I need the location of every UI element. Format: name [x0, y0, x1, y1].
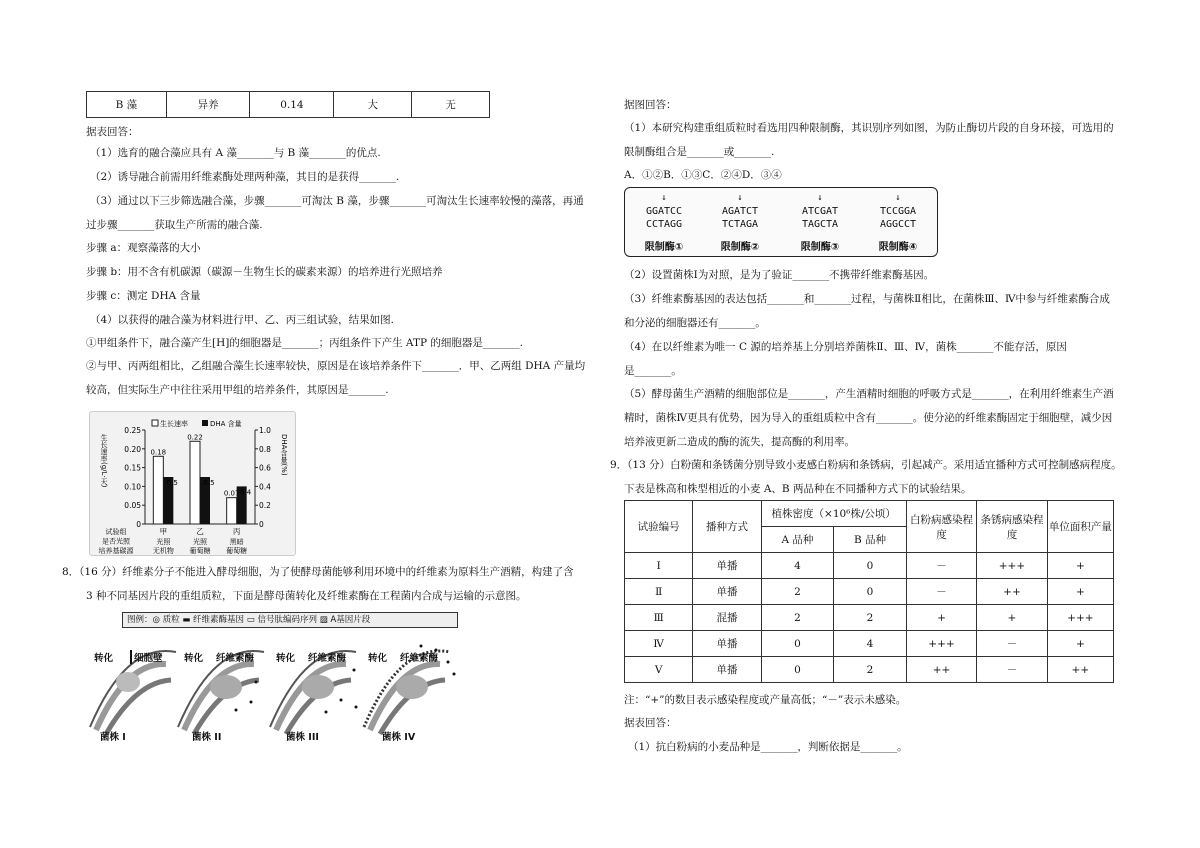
text-line: 步骤 a：观察藻落的大小: [86, 242, 201, 254]
text-line: ②与甲、丙两组相比，乙组融合藻生长速率较快，原因是在该培养条件下_______．甲、乙两组 DHA 产量均: [86, 360, 586, 372]
table-cell: 2: [834, 605, 907, 631]
text-line: （4）以获得的融合藻为材料进行甲、乙、丙三组试验，结果如图.: [90, 314, 395, 326]
question-9-line2: 下表是株高和株型相近的小麦 A、B 两品种在不同播种方式下的试验结果。: [624, 483, 972, 495]
text-line: （4）在以纤维素为唯一 C 源的培养基上分别培养菌株Ⅱ、Ⅲ、Ⅳ，菌株_______不能存活，原因: [624, 341, 1067, 353]
text-line: 精时，菌株Ⅳ更具有优势，因为导入的重组质粒中含有_______。使分泌的纤维素酶固定于细胞壁，减少因: [624, 412, 1113, 424]
table-cell: +: [906, 605, 976, 631]
options-line: A．①②B．①③C．②④D．③④: [624, 169, 782, 181]
bar-growth: [190, 441, 200, 524]
table-cell: 4: [834, 631, 907, 657]
restriction-enzymes-figure: [624, 187, 938, 257]
text-line: （1）抗白粉病的小麦品种是_______，判断依据是_______。: [628, 741, 908, 753]
table-note: 注：“+”的数目表示感染程度或产量高低；“－”表示未感染。: [624, 694, 907, 706]
legend-swatch-dha: [202, 420, 208, 426]
x-tick-sub2: 葡萄糖: [189, 547, 211, 555]
y-tick-label-right: 0.6: [259, 463, 271, 473]
legend-label: 生长速率: [160, 420, 188, 428]
table-cell: ++: [906, 657, 976, 683]
row-label: 是否光照: [102, 537, 130, 546]
x-tick-label: 甲: [159, 527, 168, 536]
text-line: 据表回答：: [86, 126, 139, 138]
strain-label: 菌株 IV: [382, 732, 416, 743]
table-cell: Ⅲ: [625, 605, 693, 631]
x-tick-label: 丙: [232, 527, 241, 536]
y-tick-label-right: 0.2: [259, 501, 271, 511]
table-cell: －: [906, 553, 976, 579]
question-8-line2: 3 种不同基因片段的重组质粒，下面是酵母菌转化及纤维素酶在工程菌内合成与运输的示意图。: [86, 590, 527, 602]
table-header: 白粉病感染程度: [906, 501, 976, 553]
data-label: 0.07: [223, 489, 240, 498]
enzyme-label: 限制酶①: [644, 242, 684, 253]
enzyme-seq-bottom: CCTAGG: [645, 219, 683, 230]
enzyme-label: 限制酶④: [878, 242, 918, 253]
y-tick-label: 0: [136, 520, 141, 529]
text-line: （3）通过以下三步筛选融合藻，步骤_______可淘汰 B 藻，步骤_______可淘汰生长速率较慢的藻落，再通: [90, 195, 584, 207]
table-row: [625, 553, 1114, 579]
question-9: 9．（13 分）白粉菌和条锈菌分别导致小麦感白粉病和条锈病，引起减产。采用适宜播种方式可控制感病程度。: [610, 459, 1122, 471]
table-cell: ++: [1047, 657, 1113, 683]
table-cell: 无: [412, 92, 490, 118]
y-axis-title-right: DHA含量(%): [280, 434, 288, 476]
y-tick-label-right: 1.0: [259, 426, 271, 435]
data-label: 0.22: [187, 433, 203, 442]
table-cell: 0: [761, 657, 834, 683]
data-label: 0.18: [150, 448, 167, 457]
label: 转化: [368, 653, 388, 664]
table-cell: 单播: [693, 553, 761, 579]
text-line: （2）诱导融合前需用纤维素酶处理两种藻，其目的是获得_______.: [90, 171, 400, 183]
y-tick-label: 0.25: [124, 426, 141, 435]
x-tick-sub1: 光照: [193, 538, 207, 546]
table-cell: +++: [906, 631, 976, 657]
question-8: 8．（16 分）纤维素分子不能进入酵母细胞，为了使酵母菌能够利用环境中的纤维素为原料生产酒精，构建了含: [62, 566, 574, 578]
enzyme-seq-top: AGATCT: [721, 206, 759, 217]
text-line: 过步骤_______获取生产所需的融合藻.: [86, 219, 263, 231]
x-tick-sub2: 葡萄糖: [226, 547, 248, 555]
table-cell: 2: [834, 657, 907, 683]
data-label: 0.4: [240, 488, 252, 497]
table-subheader: B 品种: [834, 527, 907, 553]
text-line: 据表回答：: [624, 717, 677, 729]
bar-growth: [227, 498, 237, 524]
table-cell: 异养: [166, 92, 250, 118]
y-tick-label-right: 0: [259, 520, 264, 529]
table-cell: +++: [977, 553, 1047, 579]
y-tick-label-right: 0.8: [259, 444, 271, 454]
legend-label: DHA 含量: [210, 420, 242, 428]
bar-growth: [153, 456, 163, 524]
text-line: （2）设置菌株Ⅰ为对照，是为了验证_______不携带纤维素酶基因。: [624, 269, 935, 281]
table-cell: Ⅰ: [625, 553, 693, 579]
table-cell: B 藻: [87, 92, 167, 118]
table-cell: 4: [761, 553, 834, 579]
enzyme-4: ↓ TCCGGA AGGCCT: [863, 192, 933, 231]
text-line: 据图回答：: [624, 99, 677, 111]
text-line: （5）酵母菌生产酒精的细胞部位是_______，产生酒精时细胞的呼吸方式是_______，在利用纤维素生产酒: [624, 388, 1114, 400]
table-header: 试验编号: [625, 501, 693, 553]
table-cell: －: [977, 631, 1047, 657]
row-label: 培养基碳源: [98, 547, 134, 555]
enzyme-label: 限制酶③: [800, 242, 840, 253]
table-row: [625, 631, 1114, 657]
table-cell: －: [906, 579, 976, 605]
enzyme-label: 限制酶②: [720, 242, 760, 253]
x-tick-sub1: 光照: [156, 538, 171, 546]
text-line: 步骤 c：测定 DHA 含量: [86, 290, 201, 302]
table-cell: －: [977, 657, 1047, 683]
enzyme-seq-top: GGATCC: [645, 206, 683, 217]
y-axis-title-left: 生长速率(g/L·天): [100, 434, 108, 488]
table-header: 植株密度（×10⁶株/公顷）: [761, 501, 906, 527]
table-row: [625, 657, 1114, 683]
table-row: [625, 579, 1114, 605]
label: 转化: [94, 653, 114, 664]
enzyme-2: ↓ AGATCT TCTAGA: [705, 192, 775, 231]
table-cell: Ⅳ: [625, 631, 693, 657]
table-cell: +: [1047, 553, 1113, 579]
strain-label: 菌株 I: [100, 732, 126, 743]
table-subheader: A 品种: [761, 527, 834, 553]
enzyme-seq-top: TCCGGA: [879, 206, 917, 217]
table-cell: 混播: [693, 605, 761, 631]
experiment-table: [624, 500, 1114, 683]
label: 转化: [276, 653, 296, 664]
table-cell: 2: [761, 579, 834, 605]
table-header: 播种方式: [693, 501, 761, 553]
table-cell: 0.14: [250, 92, 334, 118]
table-cell: Ⅱ: [625, 579, 693, 605]
label: 纤维素酶: [308, 653, 347, 664]
table-row: [625, 605, 1114, 631]
x-tick-sub1: 黑暗: [229, 538, 244, 546]
text-line: ①甲组条件下，融合藻产生[H]的细胞器是_______；丙组条件下产生 ATP 的细胞器是_______.: [86, 337, 523, 349]
x-tick-sub2: 无机物: [152, 547, 174, 555]
enzyme-seq-bottom: TAGCTA: [801, 219, 839, 230]
strain-label: 菌株 III: [286, 732, 319, 743]
text-line: 限制酶组合是_______或_______.: [624, 146, 775, 158]
yeast-cells-svg: [86, 612, 458, 742]
legend-swatch-growth: [152, 420, 158, 426]
table-cell: 单播: [693, 579, 761, 605]
enzyme-1: ↓ GGATCC CCTAGG: [629, 192, 699, 231]
text-line: 较高，但实际生产中往往采用甲组的培养条件，其原因是_______.: [86, 384, 389, 396]
y-tick-label: 0.05: [124, 501, 141, 511]
table-cell: +: [1047, 631, 1113, 657]
text-line: 步骤 b：用不含有机碳源（碳源－生物生长的碳素来源）的培养进行光照培养: [86, 266, 443, 278]
y-tick-label: 0.20: [124, 444, 141, 454]
table-header: 单位面积产量: [1047, 501, 1113, 553]
table-cell: 0: [834, 553, 907, 579]
figure-legend: 图例：◎ 质粒 ▬ 纤维素酶基因 ▭ 信号肽编码序列 ▨ A基因片段: [122, 612, 458, 628]
text-line: 和分泌的细胞器还有_______。: [624, 317, 766, 329]
table-cell: +: [1047, 579, 1113, 605]
text-line: 培养液更新二造成的酶的流失，提高酶的利用率。: [624, 436, 855, 448]
text-line: 是_______。: [624, 365, 682, 377]
top-table: [86, 91, 490, 118]
x-tick-label: 乙: [196, 527, 204, 536]
table-cell: 单播: [693, 657, 761, 683]
table-cell: 大: [334, 92, 412, 118]
table-header: 条锈病感染程度: [977, 501, 1047, 553]
text-line: （1）本研究构建重组质粒时看选用四种限制酶，其识别序列如图，为防止酶切片段的自身环接，可选用的: [624, 122, 1114, 134]
enzyme-seq-bottom: TCTAGA: [721, 219, 759, 230]
table-cell: +: [977, 605, 1047, 631]
y-tick-label-right: 0.4: [259, 482, 271, 492]
yeast-figure: [86, 612, 458, 742]
label: 细胞壁: [134, 653, 163, 664]
enzyme-seq-top: ATCGAT: [801, 206, 839, 217]
row-label: 试验组: [105, 528, 127, 536]
data-label: 0.5: [166, 479, 178, 487]
enzyme-seq-bottom: AGGCCT: [879, 219, 917, 230]
label: 转化: [184, 653, 204, 664]
table-cell: ++: [977, 579, 1047, 605]
cell-strain-1: [86, 632, 181, 734]
table-cell: +++: [1047, 605, 1113, 631]
table-cell: Ⅴ: [625, 657, 693, 683]
data-label: 0.5: [203, 479, 215, 487]
table-cell: 0: [834, 579, 907, 605]
strain-label: 菌株 II: [192, 732, 222, 743]
table-cell: 0: [761, 631, 834, 657]
enzyme-3: ↓ ATCGAT TAGCTA: [785, 192, 855, 231]
y-tick-label: 0.15: [124, 463, 141, 473]
text-line: （3）纤维素酶基因的表达包括_______和_______过程，与菌株Ⅱ相比，在菌株Ⅲ、Ⅳ中参与纤维素酶合成: [624, 293, 1110, 305]
bar-chart-svg: [90, 412, 295, 555]
y-tick-label: 0.10: [124, 482, 141, 492]
table-cell: 单播: [693, 631, 761, 657]
table-cell: 2: [761, 605, 834, 631]
text-line: （1）选育的融合藻应具有 A 藻_______与 B 藻_______的优点.: [90, 147, 381, 159]
label: 纤维素酶: [216, 653, 255, 664]
bar-chart: [89, 411, 296, 556]
label: 纤维素酶: [400, 653, 439, 664]
